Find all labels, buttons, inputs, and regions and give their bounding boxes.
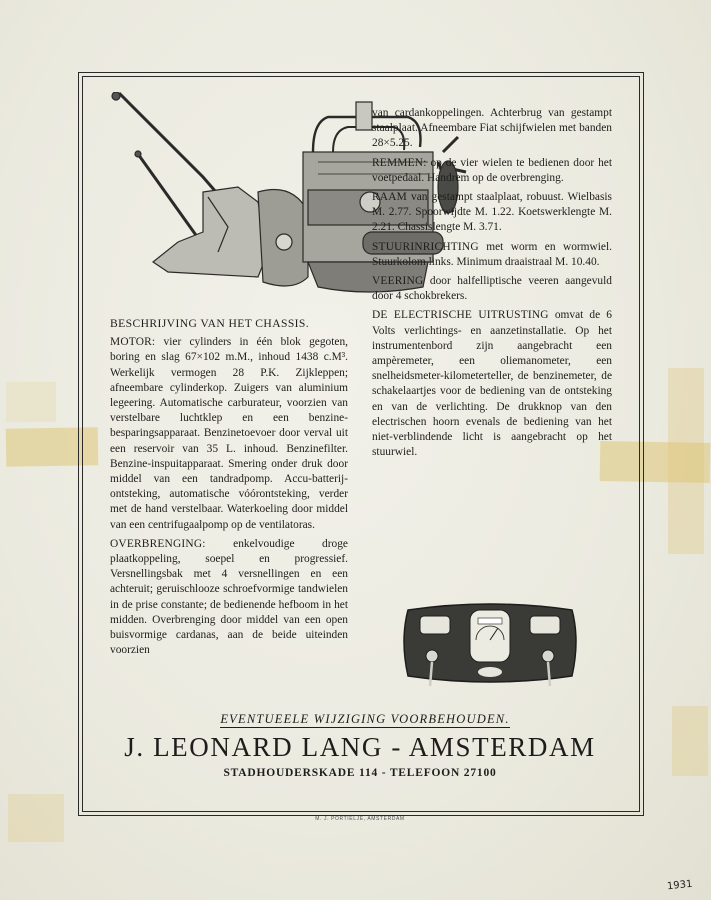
frame-text: van gestampt staalplaat, robuust. Wielbasis M. 2.77. Spoorwijdte M. 1.22. Koetswerklengte M. 2.21. Chassislengte M. 3.71. (372, 191, 612, 234)
tape-piece-left-mid (6, 382, 56, 422)
steering-text: met worm en wormwiel. Stuurkolom links. Minimum draaistraal M. 10.40. (372, 240, 612, 268)
motor-paragraph (110, 335, 348, 533)
transmission-paragraph (110, 537, 348, 659)
frame-paragraph (372, 190, 612, 236)
frame-label: RAAM (372, 191, 407, 204)
electrical-text: omvat de 6 Volts verlichtings- en aanzetinstallatie. Op het instrumentenbord zijn aangebracht een ampèremeter, een oliemanometer, een snelheidsmeter-kilometerteller, de benzinemeter, de schakelaartjes voor de bediening van de ontsteking en van de verlichting. De drukknop van den electrischen hoorn evenals de bediening van het niet-verblindende licht is aangebracht op het stuurwiel. (372, 309, 612, 459)
reservation-notice (170, 712, 560, 727)
suspension-text: door halfelliptische veeren aangevuld door 4 schokbrekers. (372, 275, 612, 303)
brakes-paragraph (372, 156, 612, 186)
motor-text: vier cylinders in één blok gegoten, boring en slag 67×102 m.M., inhoud 1438 c.M³. Werkelijk vermogen 28 P.K. Zijkleppen; afneembare cylinderkop. Zuigers van aluminium legeering. Automatische carburateur, voorzien van verstelbare luchtklep en een benzine-besparingsapparaat. Benzinetoevoer door verval uit een reservoir van 35 L. inhoud. Benzinefilter. Benzine-inspuitapparaat. Smering onder druk door middel van een tandradpomp. Accu-batterij-ontsteking, automatische vóórontsteking, verder met de hand verstelbaar. Waterkoeling door middel van een centrifugaalpomp op de ventilatoras. (110, 336, 348, 531)
continuation-paragraph: van cardankoppelingen. Achterbrug van gestampt staalplaat. Afneembare Fiat schijfwielen met banden 28×5.25. (372, 107, 612, 150)
electrical-paragraph (372, 308, 612, 460)
transmission-label: OVERBRENGING: (110, 537, 206, 550)
brakes-text: op de vier wielen te bedienen door het voetpedaal. Handrem op de overbrenging. (372, 156, 612, 184)
company-address: STADHOUDERSKADE 114 - TELEFOON 27100 (223, 767, 497, 779)
brakes-label: REMMEN: (372, 156, 427, 169)
suspension-label: VEERING (372, 275, 424, 288)
steering-label: STUURINRICHTING (372, 240, 479, 253)
handwritten-year: 1931 (666, 878, 693, 893)
suspension-paragraph (372, 274, 612, 304)
left-text-column (110, 316, 348, 662)
right-text-column (372, 106, 612, 464)
printer-imprint: M. J. PORTIELJE, AMSTERDAM (315, 816, 405, 822)
company-name: J. LEONARD LANG - AMSTERDAM (124, 732, 596, 762)
motor-label: MOTOR: (110, 336, 156, 349)
tape-piece-right-top (668, 368, 704, 554)
reservation-notice-text: EVENTUEELE WIJZIGING VOORBEHOUDEN. (220, 712, 510, 726)
tape-piece-left-bottom (8, 794, 64, 842)
chassis-heading: BESCHRIJVING VAN HET CHASSIS. (110, 317, 310, 330)
tape-piece-right-bottom (672, 706, 708, 776)
transmission-text: enkelvoudige droge plaatkoppeling, soepel en progressief. Versnellingsbak met 4 versnellingen en een achteruit; geruischlooze schroefvormige tandwielen in de prise constante; de bedienende hefboom in het midden. Overbrenging door middel van een open buisvormige cardanas, aan de beide uiteinden voorzien (110, 537, 348, 657)
steering-paragraph (372, 240, 612, 270)
dashboard-illustration (402, 600, 578, 692)
electrical-label: DE ELECTRISCHE UITRUSTING (372, 309, 549, 322)
